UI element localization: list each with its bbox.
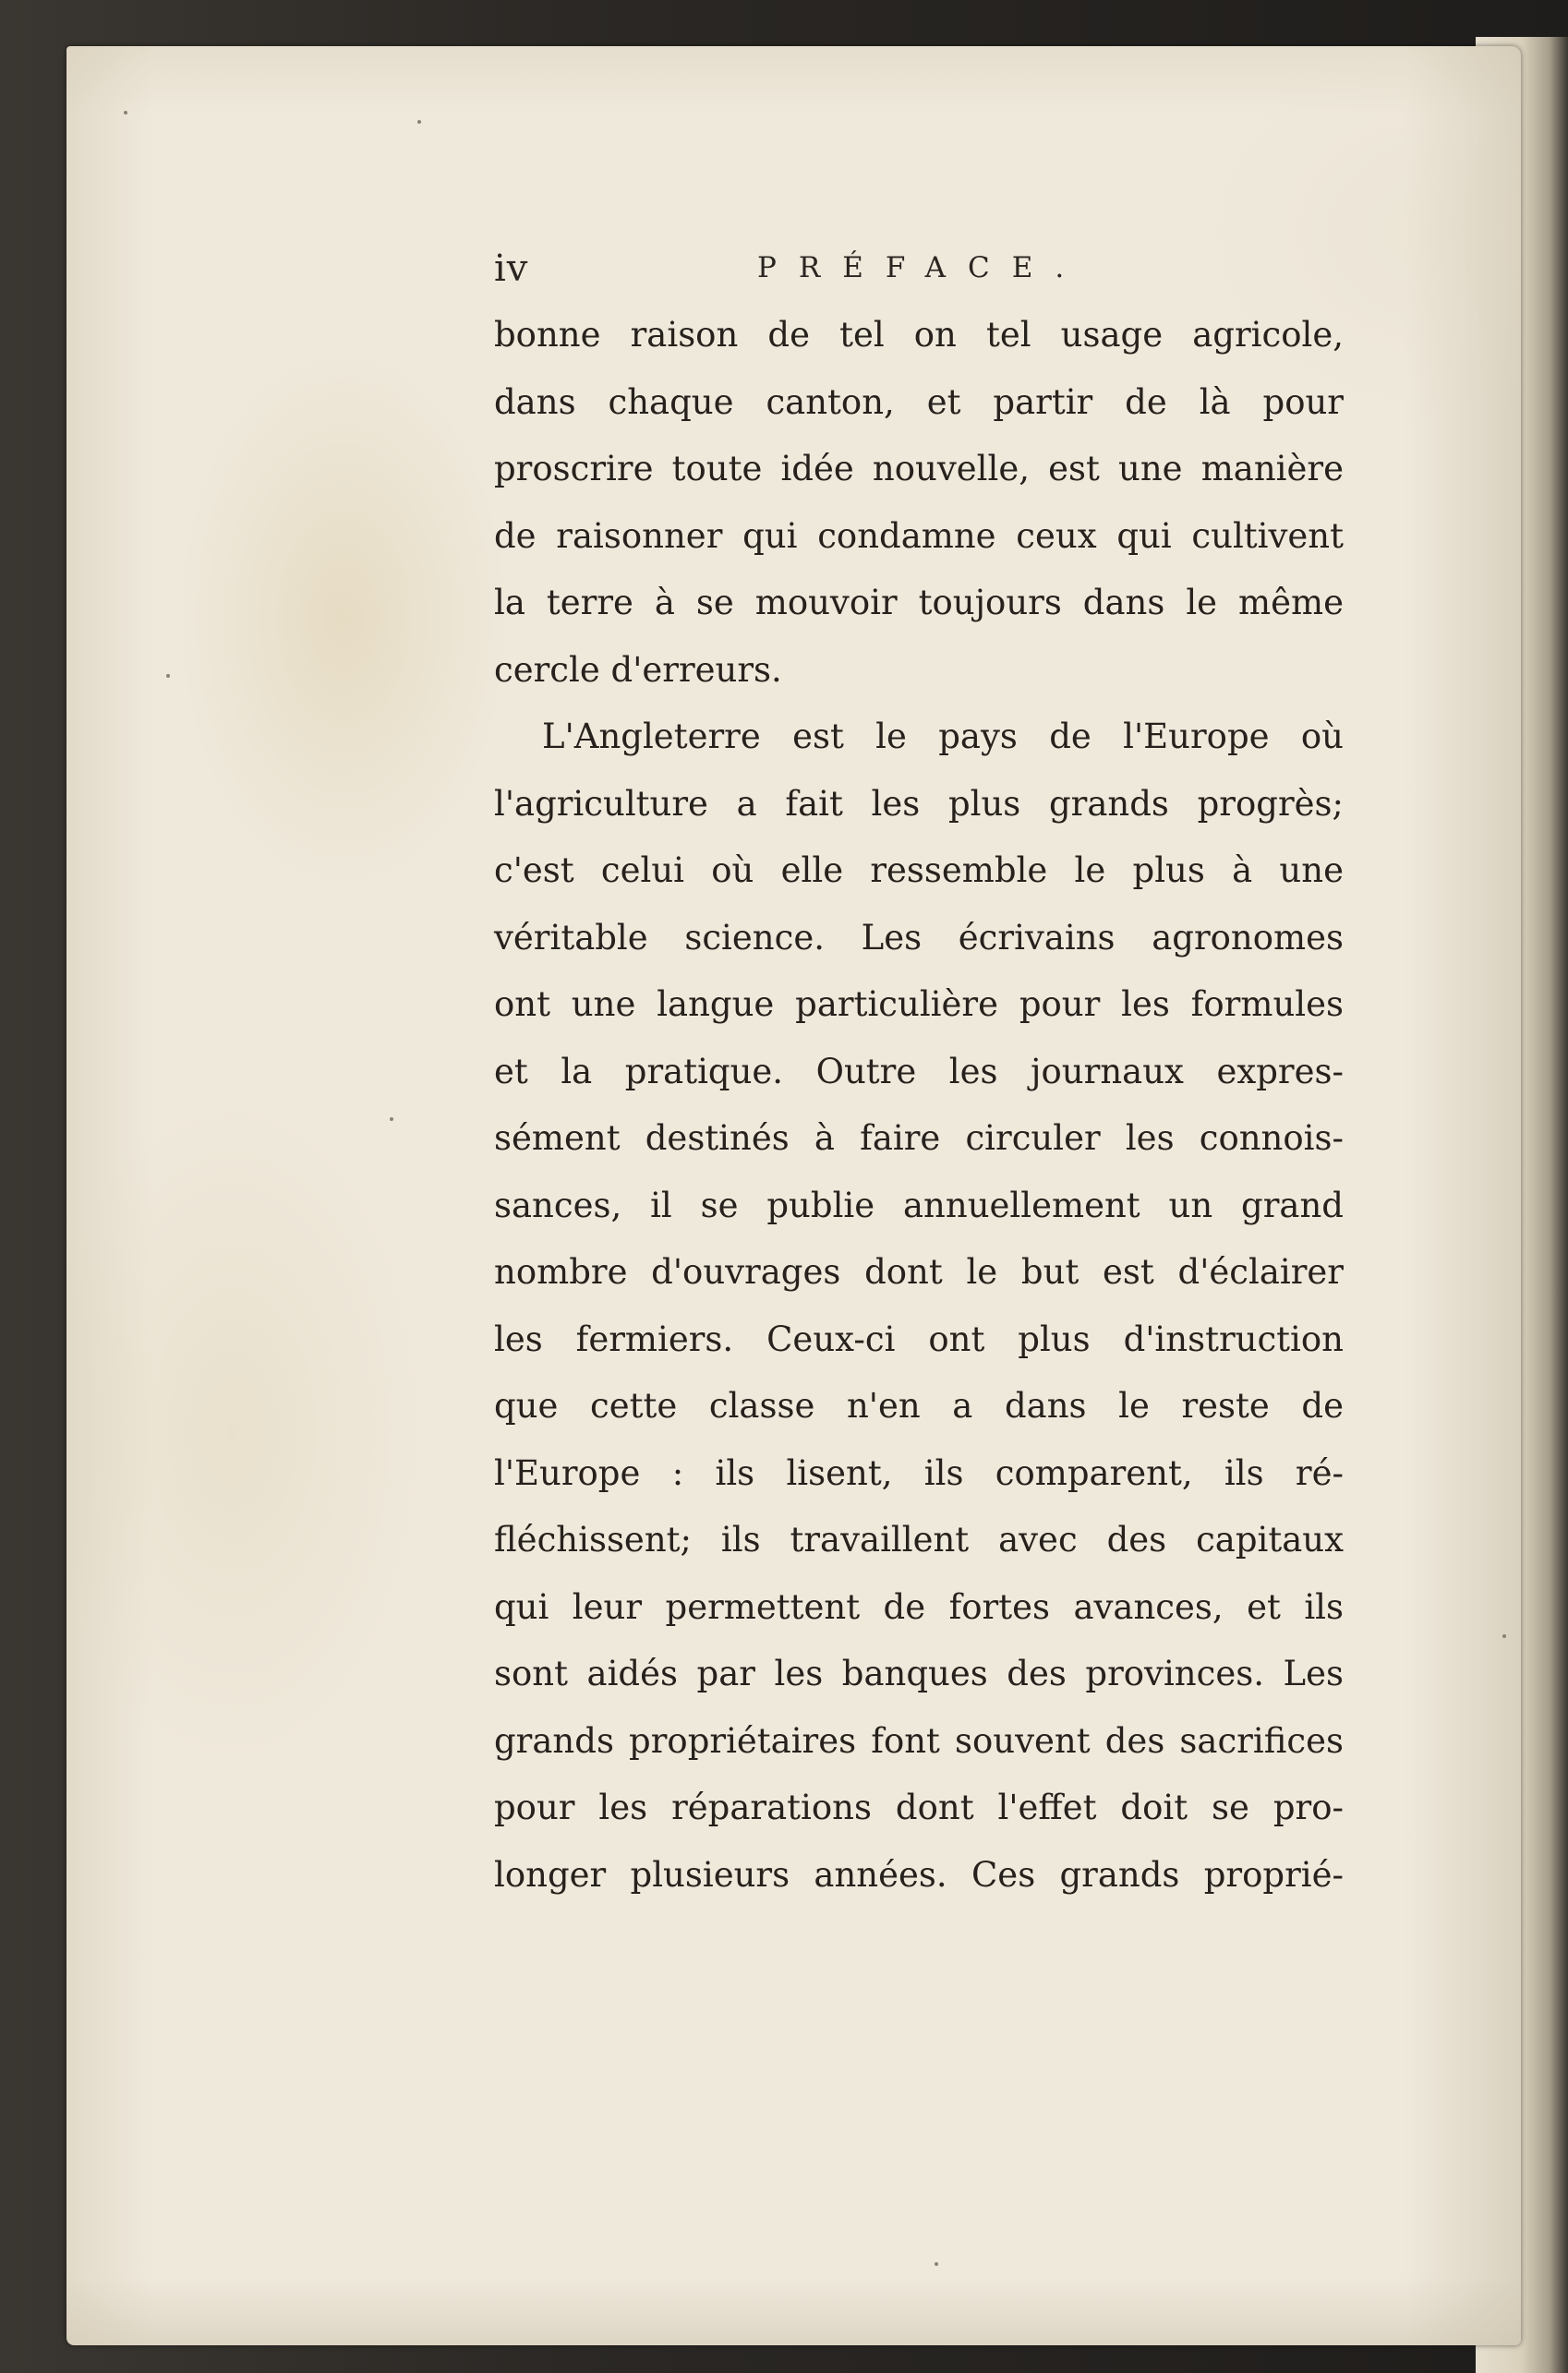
text-line: véritable science. Les écrivains agronomes (494, 917, 1344, 958)
paper-speck (124, 111, 127, 114)
text-line: dans chaque canton, et partir de là pour (494, 381, 1344, 422)
page-header (494, 247, 1344, 294)
text-line: ont une langue particulière pour les formules (494, 984, 1344, 1024)
text-line: de raisonner qui condamne ceux qui cultivent (494, 515, 1344, 556)
text-line: l'agriculture a fait les plus grands progrès; (494, 783, 1344, 824)
text-line: longer plusieurs années. Ces grands proprié- (494, 1854, 1344, 1895)
text-line: grands propriétaires font souvent des sacrifices (494, 1720, 1344, 1761)
text-line: sément destinés à faire circuler les connois- (494, 1118, 1344, 1158)
text-line: fléchissent; ils travaillent avec des capitaux (494, 1520, 1344, 1560)
paper-speck (935, 2262, 938, 2266)
text-line: la terre à se mouvoir toujours dans le même (494, 583, 1344, 622)
text-line: cercle d'erreurs. (494, 649, 782, 690)
text-line: sances, il se publie annuellement un grand (494, 1185, 1344, 1225)
text-line: c'est celui où elle ressemble le plus à une (494, 850, 1344, 890)
text-line: pour les réparations dont l'effet doit se pro- (494, 1788, 1344, 1827)
body-text (494, 302, 1344, 1909)
page-number: iv (494, 247, 529, 290)
text-line: proscrire toute idée nouvelle, est une manière (494, 449, 1344, 488)
running-head: PRÉFACE. (757, 251, 1087, 284)
text-line: l'Europe : ils lisent, ils comparent, ils ré- (494, 1452, 1344, 1493)
text-line: L'Angleterre est le pays de l'Europe où (542, 717, 1344, 756)
paper-speck (1502, 1634, 1506, 1638)
text-line: que cette classe n'en a dans le reste de (494, 1386, 1344, 1426)
paper-speck (417, 120, 421, 124)
paper-speck (390, 1117, 393, 1121)
paper-speck (166, 674, 170, 678)
text-line: les fermiers. Ceux-ci ont plus d'instruction (494, 1319, 1344, 1359)
paragraph (494, 704, 1344, 1909)
text-line: bonne raison de tel on tel usage agricole, (494, 315, 1344, 355)
text-line: nombre d'ouvrages dont le but est d'éclairer (494, 1252, 1344, 1292)
text-line: et la pratique. Outre les journaux expres- (494, 1051, 1344, 1091)
paragraph (494, 302, 1344, 704)
text-line: qui leur permettent de fortes avances, et ils (494, 1586, 1344, 1627)
text-line: sont aidés par les banques des provinces. Les (494, 1654, 1344, 1693)
